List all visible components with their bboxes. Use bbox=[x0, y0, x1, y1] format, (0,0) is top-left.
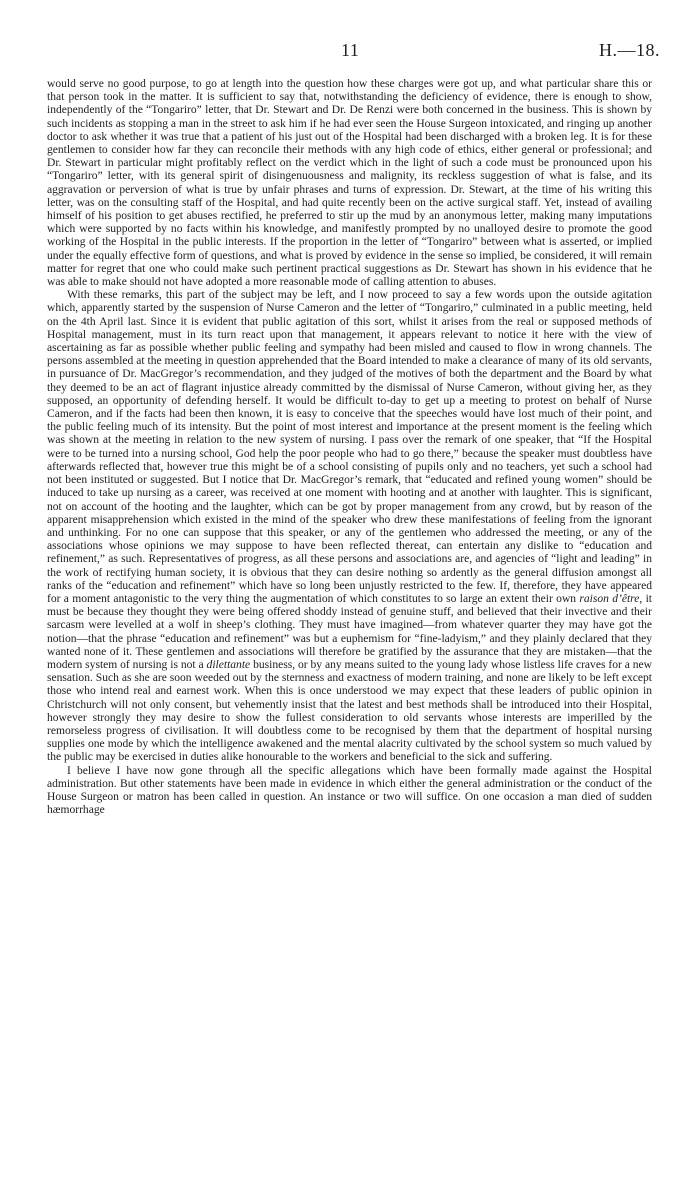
paragraph-text: , it must be because they thought they were being offered shoddy instead of genuine stuff, and believed that their invective and their sarcasm were levelled at a wolf in sheep’s clothing. They must have imagined—from whatever quarter they may have got the notion—that the phrase “education and refinement” was but a euphemism for “fine-ladyism,” and they plainly declared that they wanted none of it. These gentlemen and associations will therefore be gratified by the assurance that they are mistaken—that the modern system of nursing is not a bbox=[47, 592, 652, 671]
page-header bbox=[0, 40, 700, 64]
paragraph bbox=[47, 78, 652, 289]
document-reference: H.—18. bbox=[599, 40, 660, 60]
body-text bbox=[47, 78, 652, 1183]
paragraph-text: business, or by any means suited to the young lady whose listless life craves for a new sensation. Such as she are soon weeded out by the sternness and exactness of modern training, and none are likely to be left except those who intend real and earnest work. When this is once understood we may expect that these leaders of public opinion in Christchurch will not only consent, but vehemently insist that the latest and best methods shall be introduced into their Hospital, however strongly they may desire to show the fullest consideration to old servants whose interests are imperilled by the remorseless progress of civilisation. It will doubtless come to be recognised by them that the department of hospital nursing supplies one mode by which the intelligence awakened and the mental alacrity cultivated by the school system so much valued by the public may be exercised in duties alike honourable to the workers and beneficial to the sick and suffering. bbox=[47, 658, 652, 764]
paragraph-text: With these remarks, this part of the subject may be left, and I now proceed to say a few words upon the outside agitation which, apparently started by the suspension of Nurse Cameron and the letter of “Tongariro,” culminated in a public meeting, held on the 4th April last. Since it is evident that public agitation of this sort, whilst it arises from the real or supposed methods of Hospital management, must in its turn react upon that management, it appears relevant to notice it here with the view of ascertaining as far as possible whether public feeling and sympathy had been misled and caused to flow in wrong channels. The persons assembled at the meeting in question apprehended that the Board intended to make a clearance of many of its old servants, in pursuance of Dr. MacGregor’s recommendation, and they judged of the motives of both the department and the Board by what they deemed to be an act of flagrant injustice already committed by the dismissal of Nurse Cameron, without giving her, as they supposed, an opportunity of defending herself. It would be difficult to-day to get up a meeting to protest on behalf of Nurse Cameron, and if the facts had been then known, it is easy to conceive that the speeches would have lost much of their point, and the public feeling much of its intensity. But the point of most interest and importance at the present moment is the feeling which was shown at the meeting in relation to the new system of nursing. I pass over the remark of one speaker, that “If the Hospital were to be turned into a nursing school, God help the poor people who had to go there,” because the speaker must doubtless have afterwards reflected that, however true this might be of a school consisting of pupils only and no teachers, yet such a school had not been instituted or suggested. But I notice that Dr. MacGregor’s remark, that “educated and refined young women” should be induced to take up nursing as a career, was received at one moment with hooting and at another with laughter. This is significant, not on account of the hooting and the laughter, which can be got by proper management from any crowd, but by reason of the apparent misapprehension which existed in the mind of the speaker who drew these manifestations of feeling from the ignorant and unthinking. For no one can suppose that this speaker, or any of the gentlemen who addressed the meeting, or any of the associations whose opinions we may suppose to have been reflected thereat, can entertain any dislike to “education and refinement,” as such. Representatives of progress, as all these persons and associations are, and agencies of “light and leading” in the work of rectifying human society, it is obvious that they can desire nothing so ardently as the general diffusion amongst all ranks of the “education and refinement” which have so long been unjustly restricted to the few. If, therefore, they have appeared for a moment antagonistic to the very thing the augmentation of which constitutes to so large an extent their own bbox=[47, 289, 652, 605]
italic-text: dilettante bbox=[206, 658, 251, 671]
paragraph-text: I believe I have now gone through all the specific allegations which have been formally made against the Hospital administration. But other statements have been made in evidence in which either the general administration or the conduct of the House Surgeon or matron has been called in question. An instance or two will suffice. On one occasion a man died of sudden hæmorrhage bbox=[47, 764, 652, 817]
italic-text: raison d’être bbox=[579, 592, 640, 605]
paragraph-text: would serve no good purpose, to go at length into the question how these charges were got up, and what particular share this or that person took in the matter. It is sufficient to say that, notwithstanding the deficiency of evidence, there is enough to show, independently of the “Tongariro” letter, that Dr. Stewart and Dr. De Renzi were both concerned in the business. This is shown by such incidents as stopping a man in the street to ask him if he had ever seen the House Surgeon intoxicated, and ringing up another doctor to ask whether it was true that a patient of his just out of the Hospital had been discharged with a broken leg. It is for these gentlemen to consider how far they can reconcile their methods with any high code of ethics, either general or professional; and Dr. Stewart in particular might profitably reflect on the verdict which in the light of such a code must be pronounced upon his “Tongariro” letter, with its general spirit of disingenuousness and malignity, its reckless suggestion of what is false, and its aggravation or perversion of what is true by unfair phrases and turns of expression. Dr. Stewart, at the time of his writing this letter, was on the consulting staff of the Hospital, and had quite recently been on the active surgical staff. Yet, instead of availing himself of his position to get abuses rectified, he preferred to stir up the mud by an anonymous letter, making many imputations which were supported by no facts within his knowledge, and manifestly prompted by no unalloyed desire to promote the good working of the Hospital in the public interests. If the proportion in the letter of “Tongariro” between what is asserted, or implied under the equally effective form of questions, and what is proved by evidence in the sense so implied, be considered, it will remain matter for regret that one who could make such pertinent practical suggestions as Dr. Stewart has shown in his evidence that he was able to make should not have adopted a more reasonable mode of calling attention to abuses. bbox=[47, 78, 652, 289]
page-number: 11 bbox=[341, 40, 360, 60]
paragraph bbox=[47, 765, 652, 818]
paragraph bbox=[47, 289, 652, 764]
